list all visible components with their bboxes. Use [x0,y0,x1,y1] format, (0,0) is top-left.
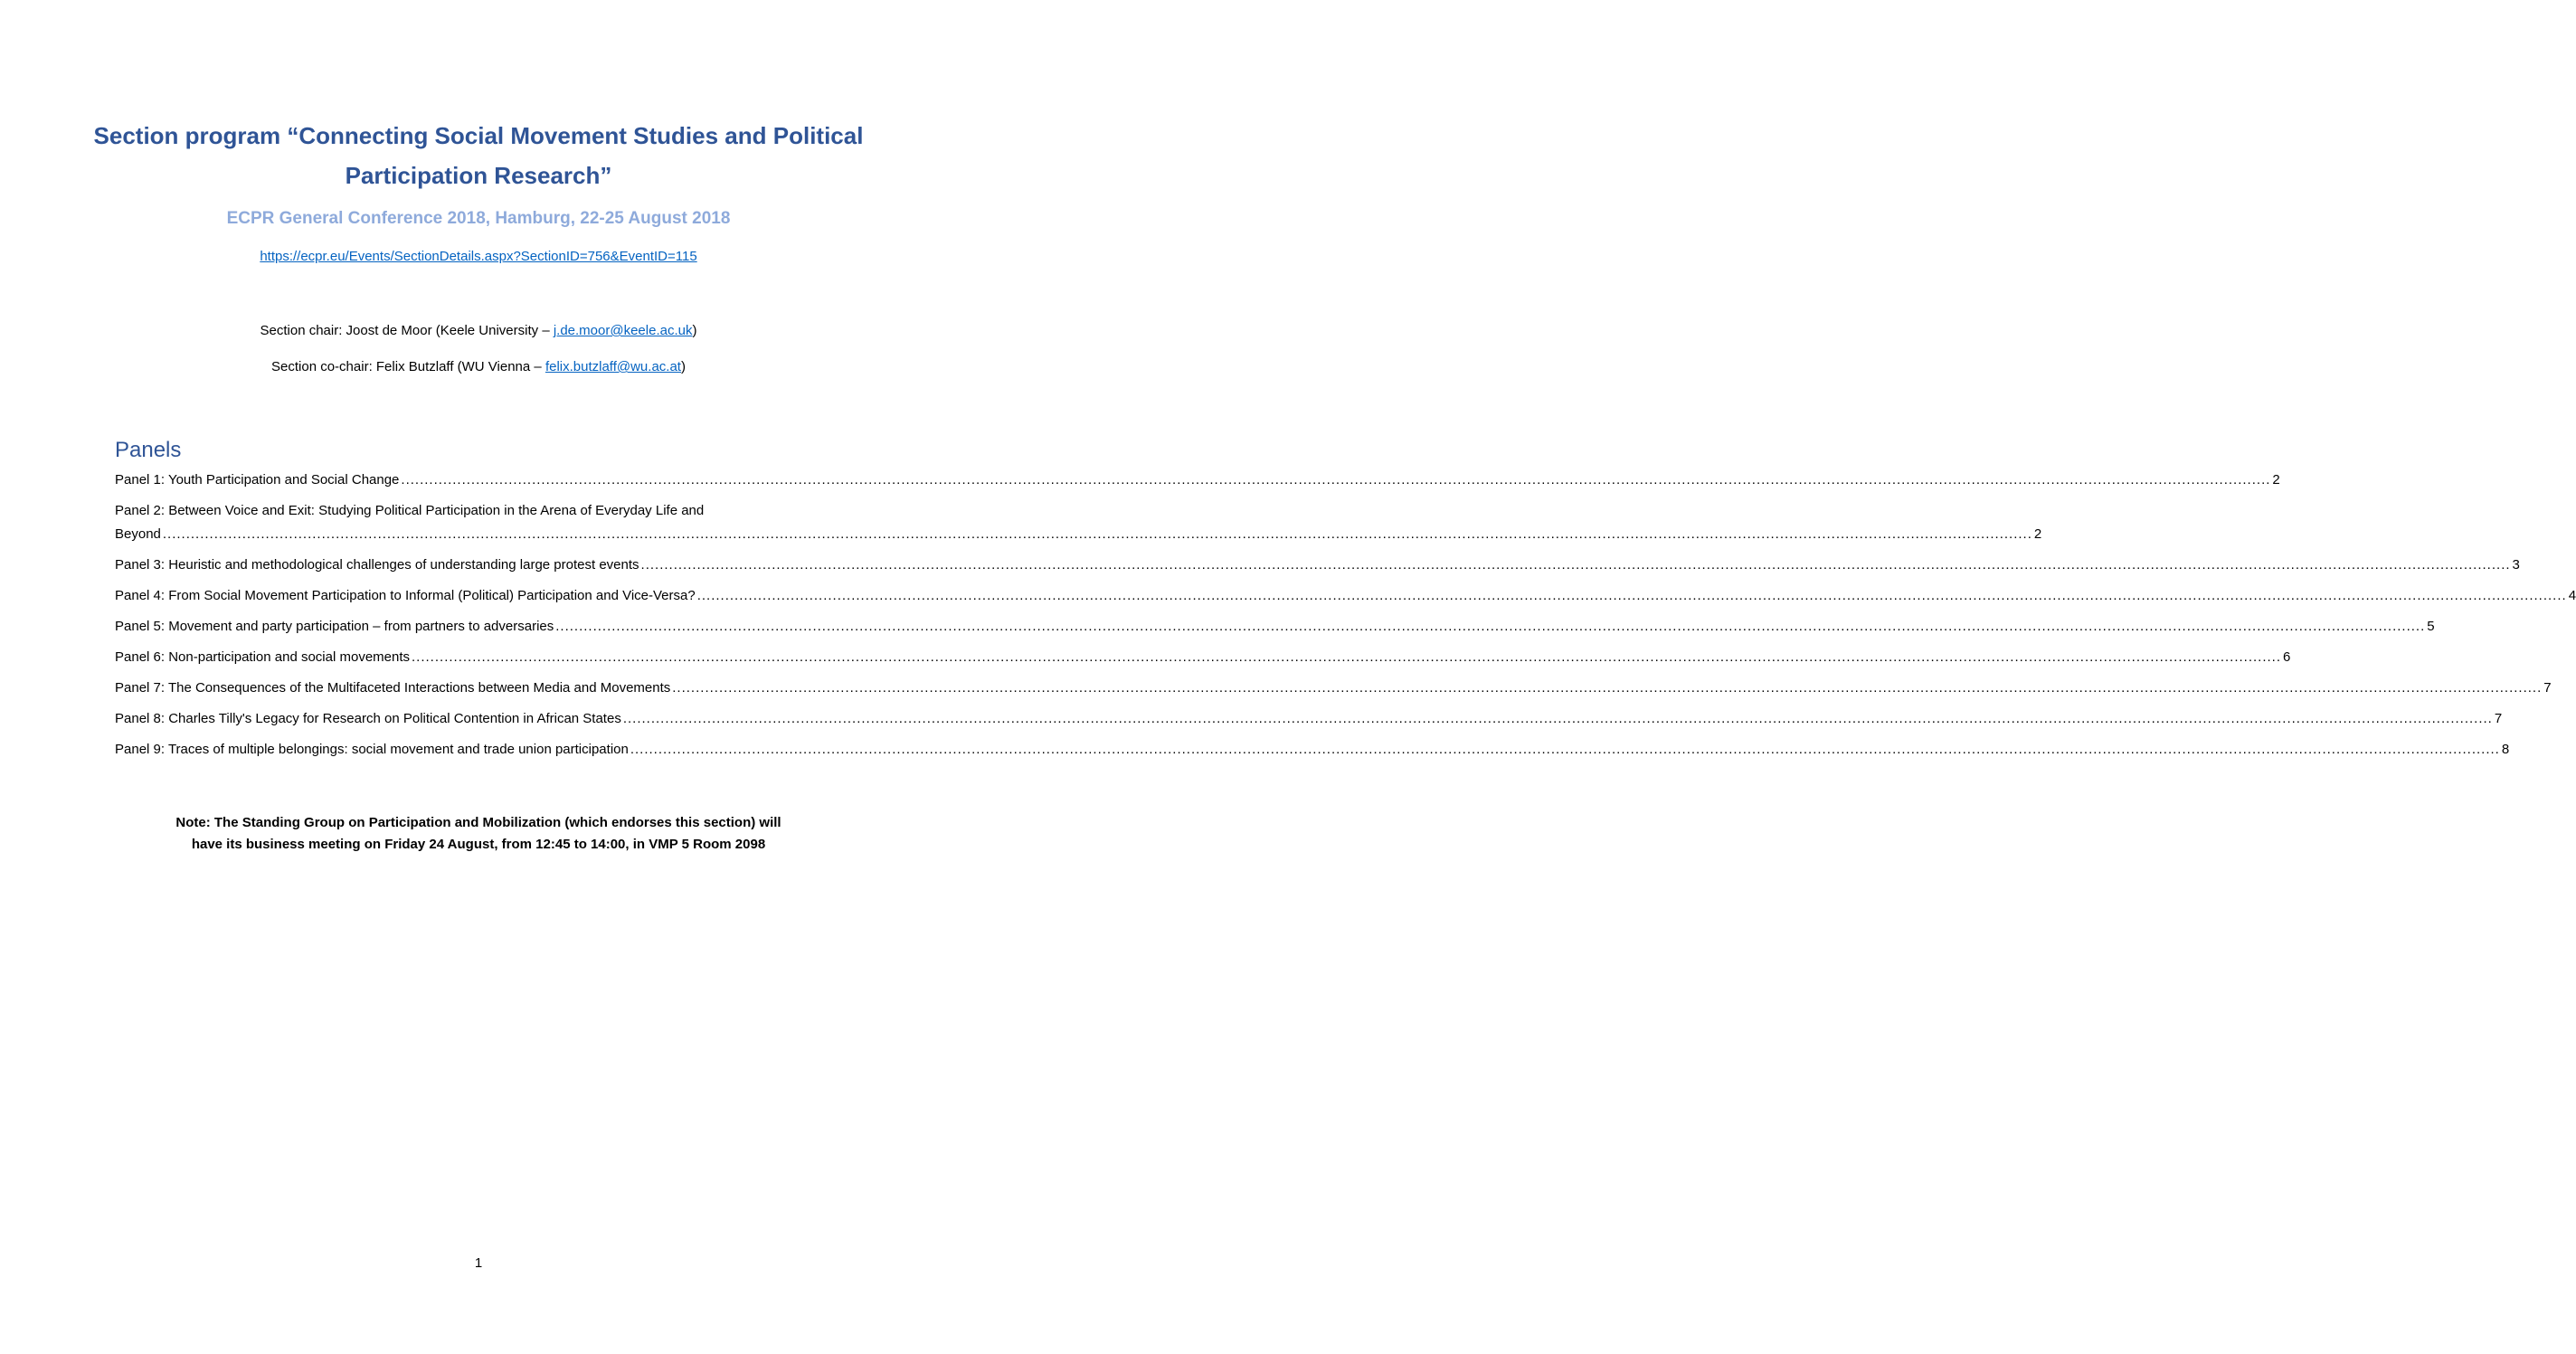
section-chair-close: ) [692,323,697,338]
toc-leader-dots: ................................................................................................................................................................................................................................................................................................................................................................................................................ [630,742,2500,757]
page-number: 1 [474,1255,483,1271]
section-co-chair-line [54,356,903,378]
toc-leader-dots: ................................................................................................................................................................................................................................................................................................................................................................................................................ [640,557,2511,573]
toc-entry-text: Panel 9: Traces of multiple belongings: social movement and trade union participation [115,742,629,757]
document-subtitle: ECPR General Conference 2018, Hamburg, 22-25 August 2018 [226,209,731,228]
toc-entry-panel-6[interactable] [115,646,2291,669]
section-chair-line [54,320,903,342]
toc-entry-text: Panel 8: Charles Tilly's Legacy for Research on Political Contention in African States [115,711,621,726]
table-of-contents [115,469,2576,769]
toc-entry-panel-5[interactable] [115,615,2435,639]
toc-page-number: 2 [2033,526,2042,542]
document-title: Section program “Connecting Social Movement Studies and Political Participation Research” [93,122,864,189]
toc-page-number: 4 [2568,588,2576,603]
toc-page-number: 8 [2501,742,2510,757]
section-url-line [54,246,903,268]
note-line-1: Note: The Standing Group on Participation and Mobilization (which endorses this section) will [175,815,781,830]
toc-entry-text: Panel 4: From Social Movement Participation to Informal (Political) Participation and Vice-Versa? [115,588,696,603]
toc-entry-text: Panel 1: Youth Participation and Social Change [115,472,400,488]
toc-leader-dots: ................................................................................................................................................................................................................................................................................................................................................................................................................ [672,680,2543,696]
toc-page-number: 5 [2427,619,2435,634]
section-chair-text: Section chair: Joost de Moor (Keele University – [260,323,554,338]
toc-entry-panel-9[interactable] [115,738,2510,762]
section-co-chair-text: Section co-chair: Felix Butzlaff (WU Vienna – [271,359,545,374]
toc-leader-dots: ................................................................................................................................................................................................................................................................................................................................................................................................................ [162,526,2032,542]
toc-entry-text: Panel 2: Between Voice and Exit: Studying Political Participation in the Arena of Everyday Life and [115,503,705,518]
toc-leader-dots: ................................................................................................................................................................................................................................................................................................................................................................................................................ [555,619,2426,634]
toc-entry-panel-7[interactable] [115,677,2552,700]
toc-entry-text: Panel 6: Non-participation and social movements [115,649,411,665]
toc-entry-text: Panel 7: The Consequences of the Multifaceted Interactions between Media and Movements [115,680,671,696]
panels-heading: Panels [115,438,182,462]
toc-leader-dots: ................................................................................................................................................................................................................................................................................................................................................................................................................ [401,472,2271,488]
toc-page-number: 7 [2543,680,2552,696]
section-chair-email-link[interactable]: j.de.moor@keele.ac.uk [553,323,693,338]
toc-entry-panel-1[interactable] [115,469,2280,492]
business-meeting-note [90,812,867,856]
section-details-link[interactable]: https://ecpr.eu/Events/SectionDetails.aspx?SectionID=756&EventID=115 [260,249,697,264]
section-co-chair-close: ) [680,359,686,374]
toc-entry-panel-3[interactable] [115,554,2520,577]
toc-page-number: 7 [2494,711,2503,726]
toc-leader-dots: ................................................................................................................................................................................................................................................................................................................................................................................................................ [696,588,2567,603]
toc-entry-text: Panel 5: Movement and party participation – from partners to adversaries [115,619,554,634]
note-line-2: have its business meeting on Friday 24 August, from 12:45 to 14:00, in VMP 5 Room 2098 [191,837,766,852]
toc-page-number: 6 [2283,649,2291,665]
toc-entry-panel-2[interactable] [115,499,2042,546]
toc-page-number: 2 [2272,472,2280,488]
section-co-chair-email-link[interactable]: felix.butzlaff@wu.ac.at [545,359,681,374]
toc-entry-panel-8[interactable] [115,707,2503,731]
toc-entry-text: Panel 3: Heuristic and methodological challenges of understanding large protest events [115,557,639,573]
toc-page-number: 3 [2512,557,2520,573]
toc-leader-dots: ................................................................................................................................................................................................................................................................................................................................................................................................................ [412,649,2282,665]
toc-leader-dots: ................................................................................................................................................................................................................................................................................................................................................................................................................ [622,711,2493,726]
toc-entry-panel-4[interactable] [115,584,2576,608]
toc-entry-text-continued: Beyond [115,526,161,542]
